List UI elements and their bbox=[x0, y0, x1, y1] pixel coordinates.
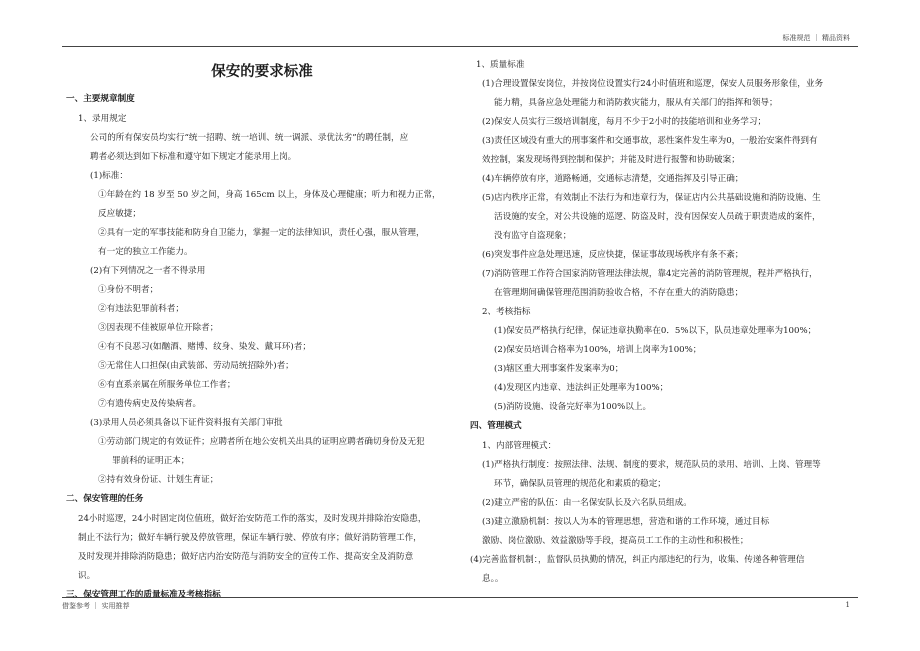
list-item: (3)建立激励机制：按以人为本的管理思想，营造和谐的工作环境，通过目标 bbox=[482, 517, 770, 527]
section-heading-tasks: 二、保安管理的任务 bbox=[66, 494, 144, 504]
list-item: (3)辖区重大刑事案件发案率为0； bbox=[494, 364, 624, 374]
list-item: ②持有效身份证、计划生育证； bbox=[98, 475, 219, 485]
paragraph-line: 识。 bbox=[78, 571, 96, 581]
list-heading: (1)标准： bbox=[90, 171, 128, 181]
list-item: ⑦有遗传病史及传染病者。 bbox=[98, 399, 202, 409]
list-item: ②具有一定的军事技能和防身自卫能力，掌握一定的法律知识，责任心强，服从管理， bbox=[98, 228, 425, 238]
subheading-hiring: 1、录用规定 bbox=[78, 114, 127, 124]
list-item: (2)保安人员实行三级培训制度，每月不少于2小时的技能培训和业务学习； bbox=[482, 117, 767, 127]
paragraph-line: 公司的所有保安员均实行“统一招聘、统一培训、统一调派、录优汰劣”的聘任制，应 bbox=[90, 133, 409, 143]
list-item: ①身份不明者； bbox=[98, 285, 159, 295]
list-item: (3)责任区域没有重大的刑事案件和交通事故，恶性案件发生率为0，一般治安案件得到有 bbox=[482, 136, 818, 146]
list-item: ④有不良恶习(如酗酒、赌博、纹身、染发、戴耳环)者； bbox=[98, 342, 311, 352]
list-item: (2)保安员培训合格率为100%，培训上岗率为100%； bbox=[494, 345, 702, 355]
page-header-label: 标准规范 ｜ 精品资料 bbox=[782, 34, 850, 42]
right-column bbox=[470, 56, 862, 589]
list-item-cont: 活设施的安全，对公共设施的巡逻、防盗及时，没有因保安人员疏于职责造成的案件， bbox=[494, 212, 821, 222]
section-heading-management: 四、管理模式 bbox=[470, 421, 522, 431]
list-item-cont: 罪前科的证明正本； bbox=[112, 456, 190, 466]
list-item-cont: 有一定的独立工作能力。 bbox=[98, 247, 193, 257]
list-item-cont: 反应敏捷； bbox=[98, 209, 141, 219]
list-item: (2)建立严密的队伍：由一名保安队长及六名队员组成。 bbox=[482, 498, 692, 508]
header-divider bbox=[62, 46, 858, 47]
list-item: ②有违法犯罪前科者； bbox=[98, 304, 184, 314]
list-item: (1)合理设置保安岗位，并按岗位设置实行24小时值班和巡逻，保安人员服务形象佳，业务 bbox=[482, 79, 824, 89]
list-item: ①年龄在约 18 岁至 50 岁之间，身高 165cm 以上，身体及心理健康；听力和视力正常， bbox=[98, 190, 441, 200]
footer-label: 借鉴参考 ｜ 实用推荐 bbox=[62, 602, 130, 610]
list-item-cont: 环节，确保队员管理的规范化和素质的稳定； bbox=[494, 479, 666, 489]
document-title: 保安的要求标准 bbox=[211, 63, 313, 80]
list-item: (6)突发事件应急处理迅速，反应快捷，保证事故现场秩序有条不紊； bbox=[482, 250, 744, 260]
list-item: (1)保安员严格执行纪律，保证违章执勤率在0．5%以下，队员违章处理率为100%； bbox=[494, 326, 817, 336]
subheading-internal: 1、内部管理模式： bbox=[482, 441, 557, 451]
list-item: (1)严格执行制度：按照法律、法规、制度的要求，规范队员的录用、培训、上岗、管理等 bbox=[482, 460, 821, 470]
list-item-cont: 没有监守自盗现象； bbox=[494, 231, 572, 241]
list-item: (5)消防设施、设备完好率为100%以上。 bbox=[494, 402, 652, 412]
list-item: ①劳动部门规定的有效证件；应聘者所在地公安机关出具的证明应聘者确切身份及无犯 bbox=[98, 437, 425, 447]
section-heading-quality: 三、保安管理工作的质量标准及考核指标 bbox=[66, 590, 221, 600]
list-item-cont: 效控制，案发现场得到控制和保护；并能及时进行报警和协助破案； bbox=[482, 155, 740, 165]
subheading-assessment: 2、考核指标 bbox=[482, 307, 531, 317]
list-item-cont: 息。。 bbox=[482, 574, 504, 584]
list-item: (4)发现区内违章、违法纠正处理率为100%； bbox=[494, 383, 669, 393]
list-item: ⑥有直系亲属在所服务单位工作者； bbox=[98, 380, 236, 390]
paragraph-line: 制止不法行为；做好车辆行驶及停放管理，保证车辆行驶、停放有序；做好消防管理工作， bbox=[78, 533, 422, 543]
list-heading: (2)有下列情况之一者不得录用 bbox=[90, 266, 206, 276]
list-item-cont: 在管理期间确保管理范围消防验收合格，不存在重大的消防隐患； bbox=[494, 288, 744, 298]
list-item: (7)消防管理工作符合国家消防管理法律法规，靠4定完善的消防管理规，程并严格执行， bbox=[482, 269, 818, 279]
paragraph-line: 24小时巡逻，24小时固定岗位值班，做好治安防范工作的落实，及时发现并排除治安隐患， bbox=[78, 514, 427, 524]
left-column bbox=[66, 56, 458, 606]
list-item: ⑤无常住人口担保(由武装部、劳动局统招除外)者； bbox=[98, 361, 294, 371]
list-item: (5)店内秩序正常，有效制止不法行为和违章行为，保证店内公共基础设施和消防设施、生 bbox=[482, 193, 821, 203]
page-number: 1 bbox=[845, 601, 850, 609]
list-item-cont: 能力精，具备应急处理能力和消防救灾能力，服从有关部门的指挥和领导； bbox=[494, 98, 778, 108]
paragraph-line: 及时发现并排除消防隐患；做好店内治安防范与消防安全的宣传工作、提高安全及消防意 bbox=[78, 552, 414, 562]
list-item-cont: 激励、岗位激励、效益激励等手段，提高员工工作的主动性和积极性； bbox=[482, 536, 749, 546]
list-heading: (3)录用人员必须具备以下证件资料报有关部门审批 bbox=[90, 418, 283, 428]
footer-divider bbox=[62, 597, 858, 598]
paragraph-line: 聘者必须达到如下标准和遵守如下规定才能录用上岗。 bbox=[90, 152, 297, 162]
subheading-quality-standards: 1、质量标准 bbox=[476, 60, 525, 70]
list-item: (4)车辆停放有序，道路畅通，交通标志清楚，交通指挥及引导正确； bbox=[482, 174, 744, 184]
section-heading-rules: 一、主要规章制度 bbox=[66, 94, 135, 104]
list-item: (4)完善监督机制：，监督队员执勤的情况，纠正内部违纪的行为，收集、传递各种管理信 bbox=[470, 555, 805, 565]
list-item: ③因表现不佳被原单位开除者； bbox=[98, 323, 219, 333]
